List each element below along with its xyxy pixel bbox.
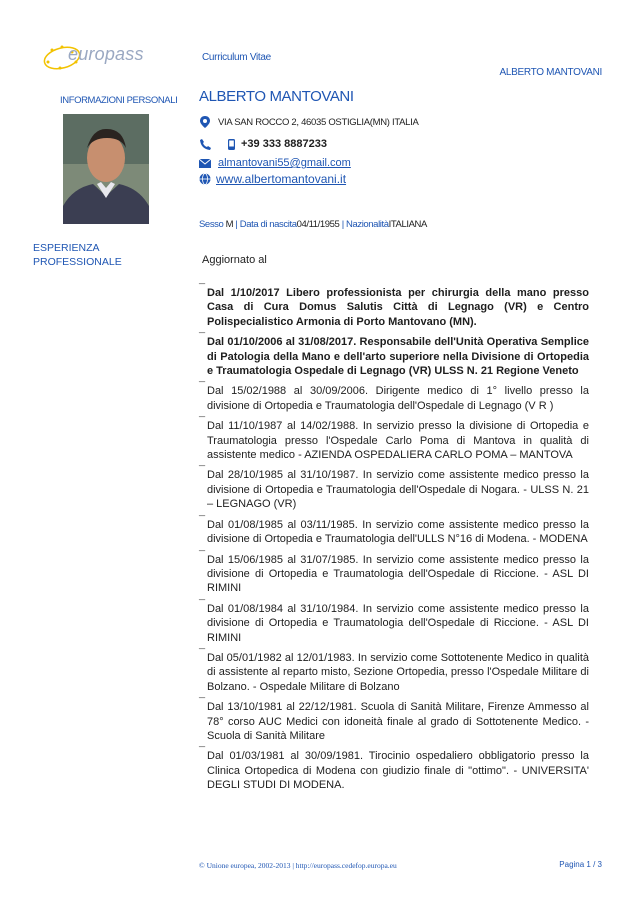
address-text: VIA SAN ROCCO 2, 46035 OSTIGLIA(MN) ITALIA — [218, 116, 419, 128]
personal-info-line — [199, 219, 427, 230]
section-title-experience — [33, 241, 173, 269]
address-row — [199, 116, 419, 128]
experience-text: Dal 05/01/1982 al 12/01/1983. In servizio come Sottotenente Medico in qualità di assistente al reparto misto, Sezione Ortopedia, presso l'Ospedale Militare di Bolzano. - Ospedale Militare di Bolzano — [207, 651, 589, 693]
experience-text: Dal 13/10/1981 al 22/12/1981. Scuola di Sanità Militare, Firenze Ammesso al 78° corso AUC Medici con idoneità finale al grado di Sottotenente Medico. - Scuola di Sanità Militare — [207, 701, 589, 742]
logo-text: europass — [68, 44, 144, 64]
experience-text: Dal 01/03/1981 al 30/09/1981. Tirocinio ospedaliero obbligatorio presso la Clinica Ortopedica di Modena con giudizio finale di "ottimo". - UNIVERSITA' DEGLI STUDI DI MODENA. — [207, 750, 589, 792]
bullet-mark: ¯ — [199, 416, 206, 429]
bullet-mark: ¯ — [199, 465, 206, 478]
experience-text: Dal 01/10/2006 al 31/08/2017. Responsabile dell'Unità Operativa Semplice di Patologia della Mano e dell'arto superiore nella Divisione di Ortopedia e Traumatologia Ospedale di Legnago (VR) ULSS N. 21 Regione Veneto — [207, 336, 589, 378]
nascita-value: 04/11/1955 — [296, 219, 340, 230]
bullet-mark: ¯ — [199, 598, 206, 611]
envelope-icon — [199, 157, 211, 169]
experience-item — [199, 514, 589, 547]
bullet-mark: ¯ — [199, 549, 206, 562]
experience-item — [199, 746, 589, 792]
experience-text: Dal 01/08/1985 al 03/11/1985. In servizio come assistente medico presso la divisione di Ortopedia e Traumatologia dell'ULLS N°16 di Modena. - MODENA — [207, 518, 589, 546]
portrait-image — [63, 114, 149, 224]
document-type: Curriculum Vitae — [202, 52, 271, 63]
experience-item — [199, 465, 589, 511]
experience-item — [199, 697, 589, 743]
bullet-mark: ¯ — [199, 697, 206, 710]
footer-page-number: Pagina 1 / 3 — [559, 860, 602, 869]
map-pin-icon — [199, 116, 211, 128]
phone-icon — [199, 138, 211, 150]
experience-item — [199, 549, 589, 596]
mobile-icon — [227, 138, 235, 150]
person-name: ALBERTO MANTOVANI — [199, 88, 354, 105]
bullet-mark: ¯ — [199, 647, 206, 660]
experience-text: Dal 11/10/1987 al 14/02/1988. In servizio presso la divisione di Ortopedia e Traumatologia presso l'Ospedale Carlo Poma di Mantova in qualità di assistente medico - AZIENDA OSPEDALIERA CARLO POMA – MANTOVA — [207, 420, 589, 462]
experience-list — [199, 283, 589, 799]
separator: | — [341, 219, 344, 230]
experience-text: Dal 15/02/1988 al 30/09/2006. Dirigente medico di 1° livello presso la divisione di Ortopedia e Traumatologia dell'Ospedale di Legnago (V R ) — [207, 385, 589, 412]
bullet-mark: ¯ — [199, 514, 206, 527]
experience-item — [199, 647, 589, 694]
email-link[interactable]: almantovani55@gmail.com — [218, 157, 351, 169]
section-title-line-1: ESPERIENZA — [33, 242, 100, 254]
profile-photo — [63, 114, 149, 224]
phone-row — [199, 138, 327, 150]
bullet-mark: ¯ — [199, 746, 206, 759]
sesso-label: Sesso — [199, 219, 224, 230]
experience-text: Dal 28/10/1985 al 31/10/1987. In servizio come assistente medico presso la divisione di Ortopedia e Traumatologia dell'Ospedale di Nogara. - ULSS N. 21 – LEGNAGO (VR) — [207, 469, 589, 511]
experience-item — [199, 283, 589, 329]
section-title-personal: INFORMAZIONI PERSONALI — [60, 95, 178, 106]
bullet-mark: ¯ — [199, 381, 206, 394]
nazionalita-value: ITALIANA — [388, 219, 427, 230]
globe-icon — [199, 173, 211, 185]
phone-number[interactable]: +39 333 8887233 — [241, 138, 327, 150]
europass-logo — [40, 40, 150, 76]
footer-copyright: © Unione europea, 2002-2013 | http://europass.cedefop.europa.eu — [199, 861, 397, 870]
nazionalita-label: Nazionalità — [346, 219, 389, 230]
nascita-label: Data di nascita — [239, 219, 297, 230]
separator: | — [235, 219, 238, 230]
header-name: ALBERTO MANTOVANI — [499, 67, 602, 78]
experience-item — [199, 598, 589, 645]
website-link[interactable]: www.albertomantovani.it — [216, 172, 347, 186]
updated-label: Aggiornato al — [202, 254, 267, 266]
website-row — [199, 172, 346, 186]
experience-item — [199, 416, 589, 462]
experience-text: Dal 01/08/1984 al 31/10/1984. In servizio come assistente medico presso la divisione di Ortopedia e Traumatologia dell'Ospedale di Riccione. - ASL DI RIMINI — [207, 602, 589, 644]
experience-item — [199, 332, 589, 378]
experience-text: Dal 15/06/1985 al 31/07/1985. In servizio come assistente medico presso la divisione di Ortopedia e Traumatologia dell'Ospedale di Riccione. - ASL DI RIMINI — [207, 553, 589, 595]
bullet-mark: ¯ — [199, 283, 206, 295]
email-row — [199, 157, 351, 169]
sesso-value: M — [225, 219, 234, 230]
experience-text: Dal 1/10/2017 Libero professionista per chirurgia della mano presso Casa di Cura Domus Salutis Città di Legnago (VR) e Centro Polispecialistico Armonia di Porto Mantovano (MN). — [207, 287, 589, 328]
section-title-line-2: PROFESSIONALE — [33, 256, 122, 268]
bullet-mark: ¯ — [199, 332, 206, 345]
experience-item — [199, 381, 589, 413]
